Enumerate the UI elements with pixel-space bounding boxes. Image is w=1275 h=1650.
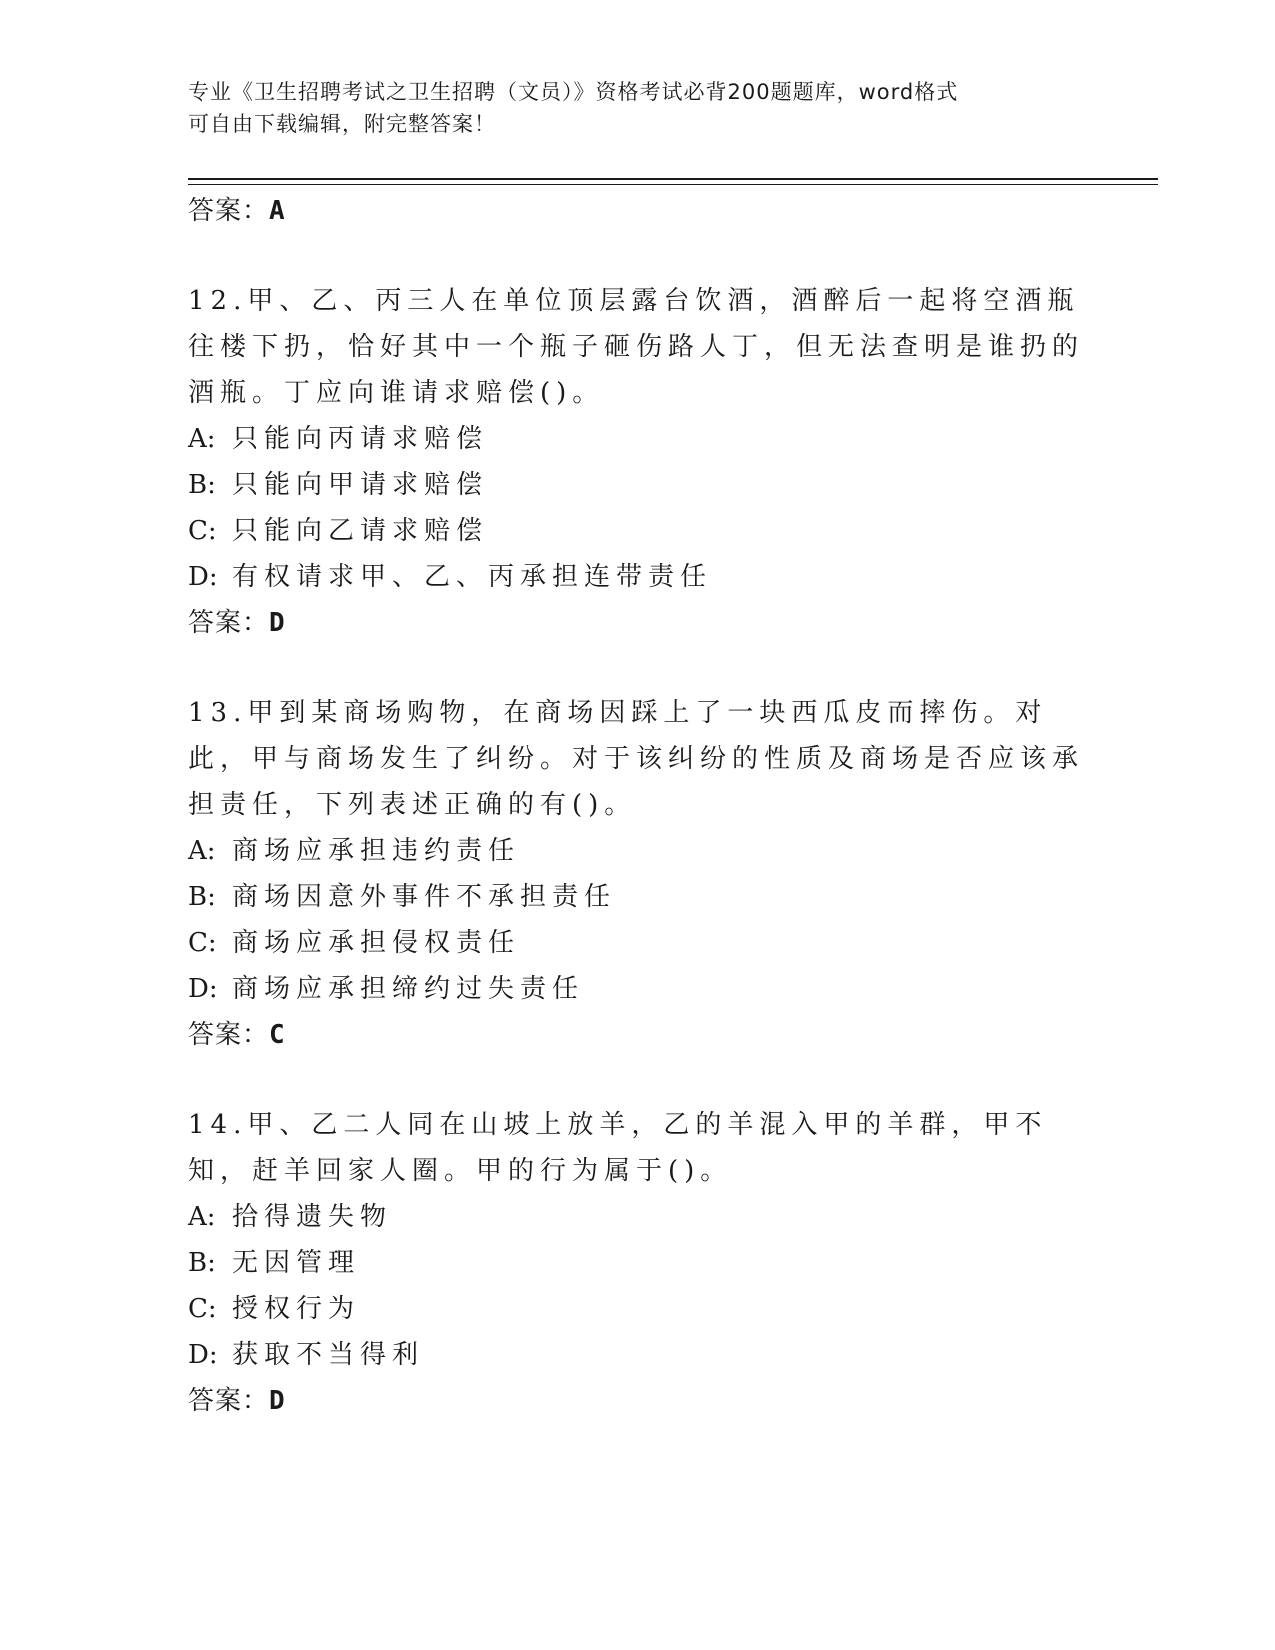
option-a <box>188 1194 1088 1240</box>
option-text: 拾得遗失物 <box>232 1202 393 1232</box>
option-letter: A: <box>188 424 216 454</box>
answer-line <box>188 1378 1088 1424</box>
option-letter: D: <box>188 1340 218 1370</box>
option-a <box>188 416 1088 462</box>
option-text: 商场应承担违约责任 <box>232 836 521 866</box>
option-text: 获取不当得利 <box>232 1340 425 1370</box>
answer-value: C <box>269 1020 286 1050</box>
option-c <box>188 508 1088 554</box>
answer-label: 答案： <box>188 1020 270 1050</box>
option-text: 商场应承担缔约过失责任 <box>232 974 585 1004</box>
document-body <box>188 188 1088 1424</box>
option-letter: C: <box>188 1294 217 1324</box>
option-text: 只能向丙请求赔偿 <box>232 424 489 454</box>
header-rule-thick <box>188 178 1158 180</box>
option-letter: A: <box>188 1202 216 1232</box>
option-d <box>188 966 1088 1012</box>
option-a <box>188 828 1088 874</box>
option-letter: B: <box>188 882 216 912</box>
option-letter: D: <box>188 974 218 1004</box>
option-c <box>188 920 1088 966</box>
answer-label: 答案： <box>188 196 270 226</box>
answer-line <box>188 600 1088 646</box>
answer-label: 答案： <box>188 1386 270 1416</box>
question-12 <box>188 278 1088 646</box>
answer-value: A <box>269 196 286 226</box>
question-stem: 14.甲、乙二人同在山坡上放羊，乙的羊混入甲的羊群，甲不知，赶羊回家人圈。甲的行为属于()。 <box>188 1110 1048 1186</box>
option-text: 商场因意外事件不承担责任 <box>232 882 617 912</box>
answer-line <box>188 188 1088 234</box>
option-text: 商场应承担侵权责任 <box>232 928 521 958</box>
option-letter: D: <box>188 562 218 592</box>
answer-line <box>188 1012 1088 1058</box>
option-text: 授权行为 <box>232 1294 361 1324</box>
option-b <box>188 462 1088 508</box>
answer-label: 答案： <box>188 608 270 638</box>
option-text: 无因管理 <box>232 1248 361 1278</box>
answer-value: D <box>269 1386 286 1416</box>
option-letter: A: <box>188 836 216 866</box>
question-14 <box>188 1102 1088 1424</box>
answer-value: D <box>269 608 286 638</box>
option-text: 只能向甲请求赔偿 <box>232 470 489 500</box>
option-letter: C: <box>188 928 217 958</box>
option-letter: B: <box>188 1248 216 1278</box>
question-stem: 13.甲到某商场购物，在商场因踩上了一块西瓜皮而摔伤。对此，甲与商场发生了纠纷。对于该纠纷的性质及商场是否应该承担责任，下列表述正确的有()。 <box>188 698 1085 820</box>
question-stem: 12.甲、乙、丙三人在单位顶层露台饮酒，酒醉后一起将空酒瓶往楼下扔，恰好其中一个瓶子砸伤路人丁，但无法查明是谁扔的酒瓶。丁应向谁请求赔偿()。 <box>188 286 1085 408</box>
option-text: 只能向乙请求赔偿 <box>232 516 489 546</box>
option-letter: C: <box>188 516 217 546</box>
question-13 <box>188 690 1088 1058</box>
option-letter: B: <box>188 470 216 500</box>
option-text: 有权请求甲、乙、丙承担连带责任 <box>232 562 713 592</box>
option-c <box>188 1286 1088 1332</box>
document-header: 专业《卫生招聘考试之卫生招聘（文员）》资格考试必背200题题库，word格式 可自由下载编辑，附完整答案！ <box>188 80 959 136</box>
option-d <box>188 554 1088 600</box>
header-rule-thin <box>188 184 1158 185</box>
option-d <box>188 1332 1088 1378</box>
option-b <box>188 1240 1088 1286</box>
option-b <box>188 874 1088 920</box>
